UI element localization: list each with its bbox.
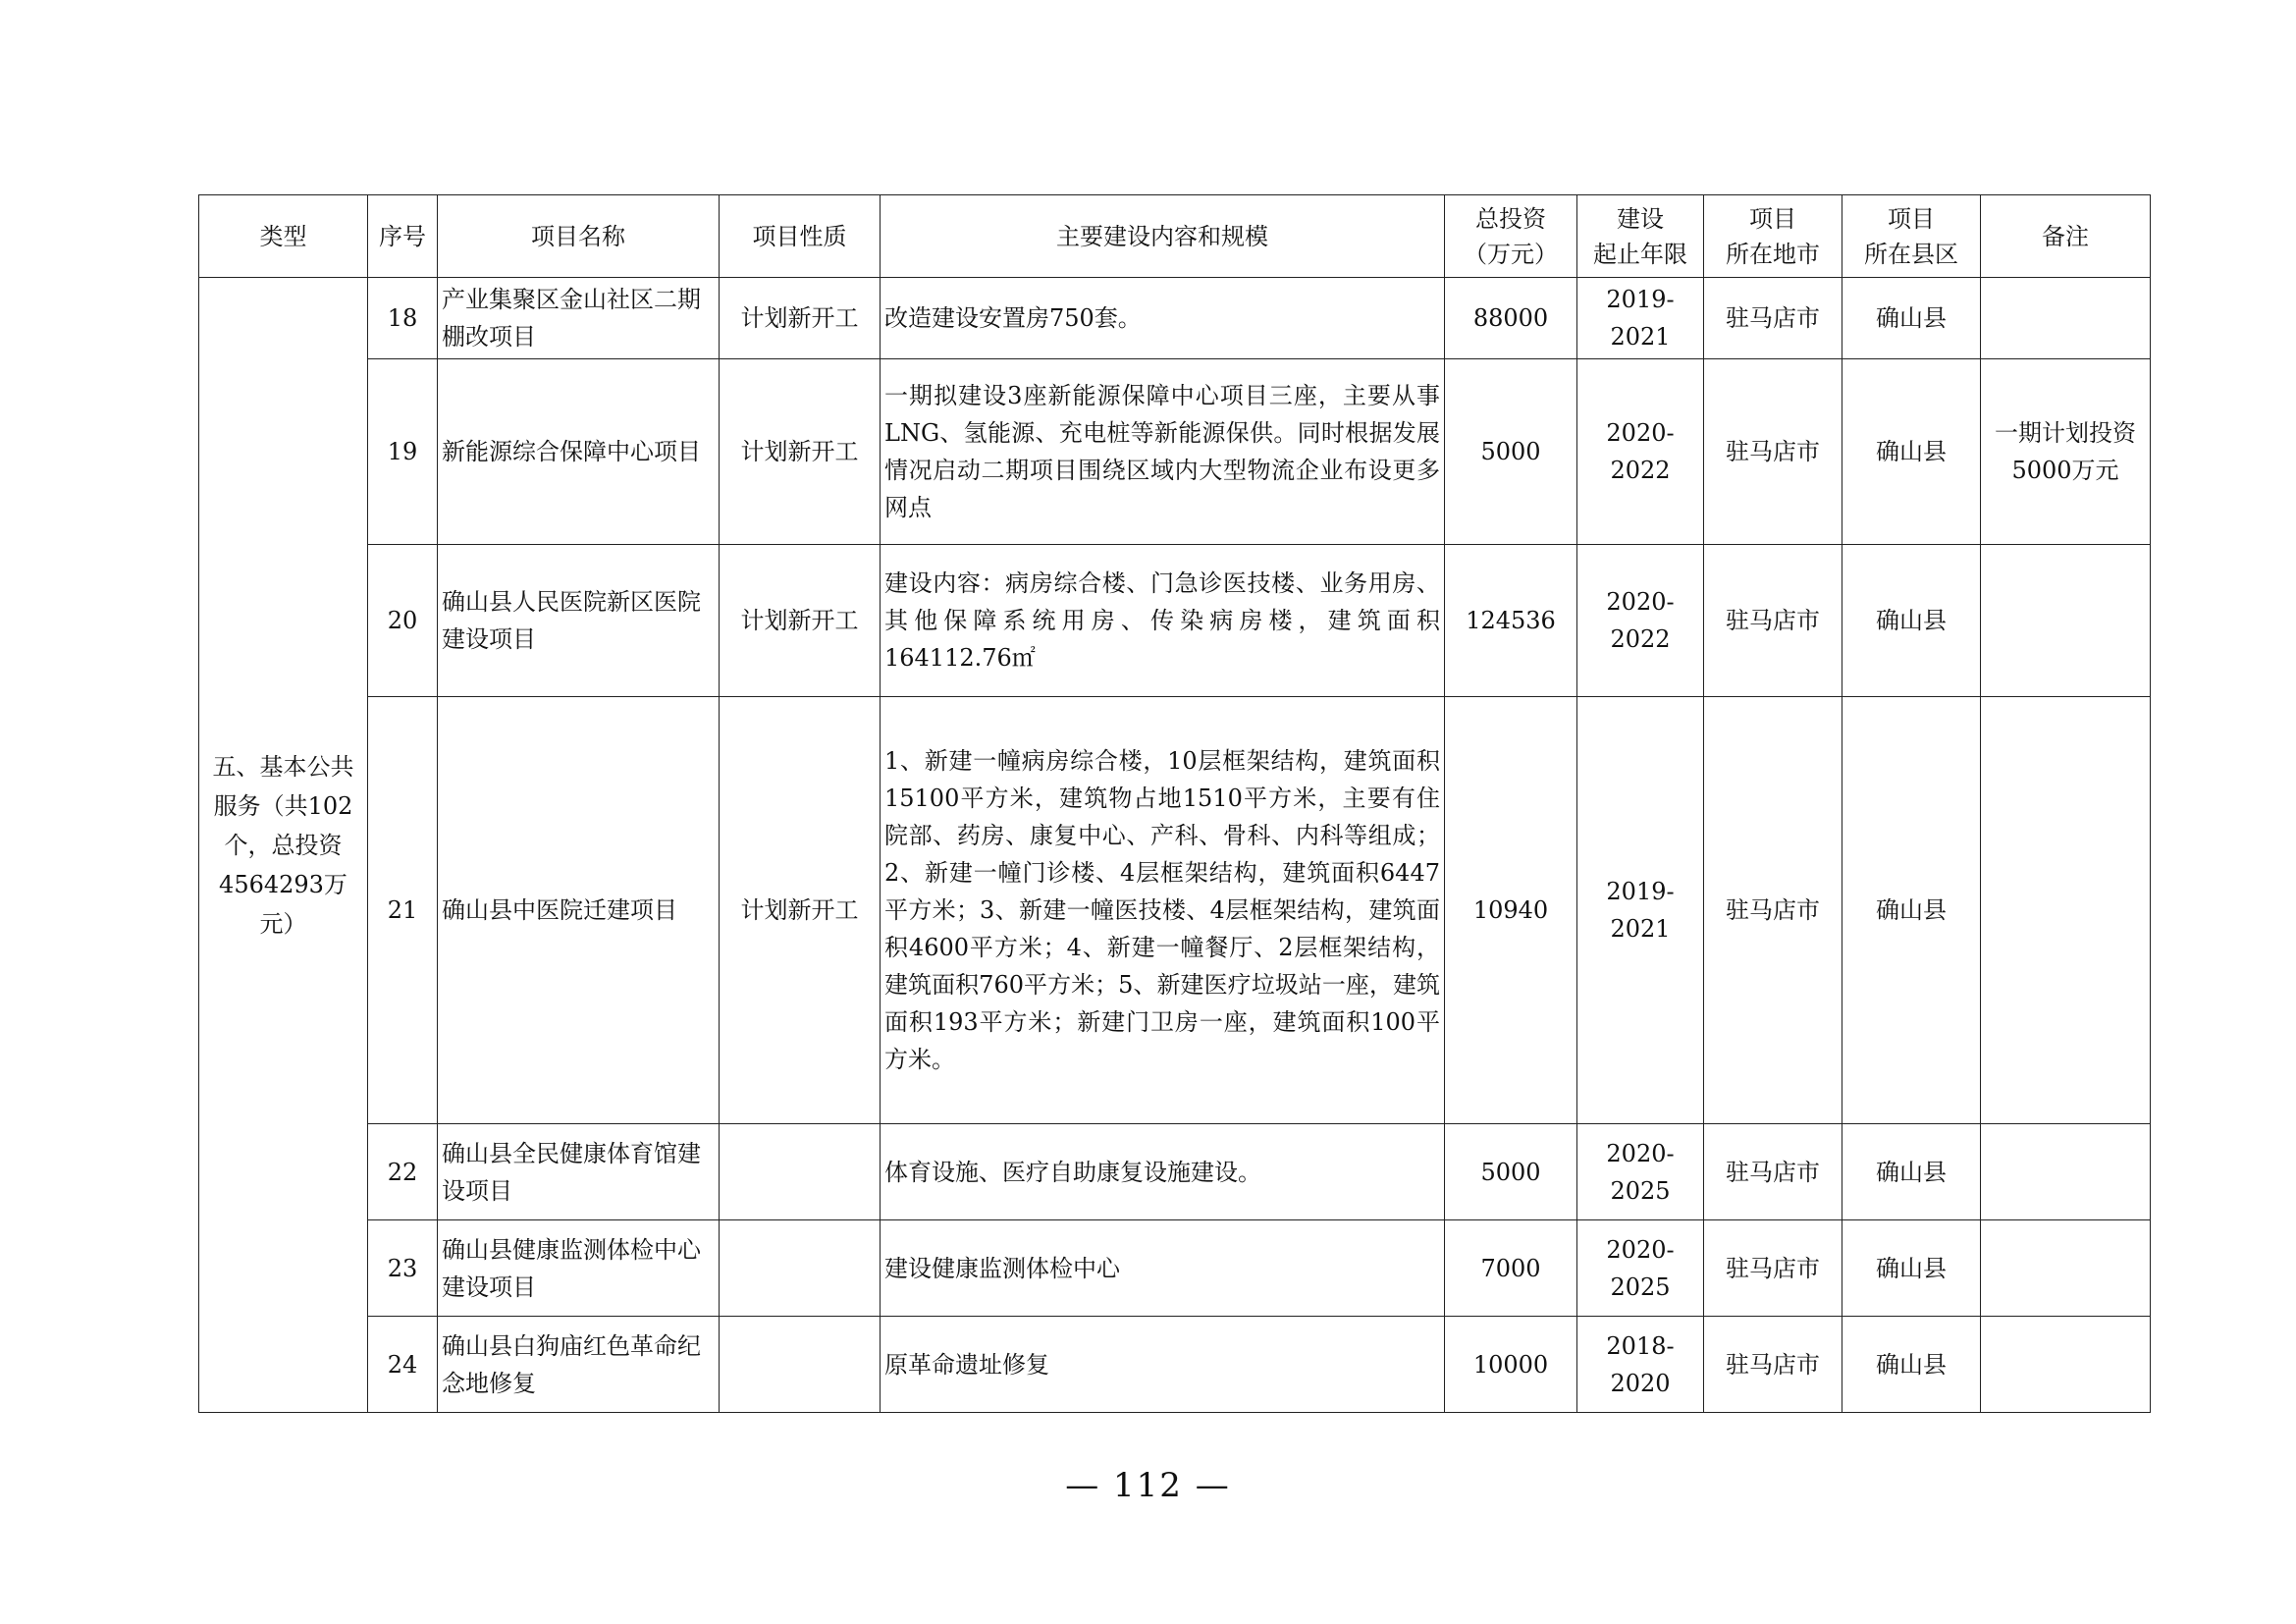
project-table-container [198,194,2150,1413]
row-investment: 88000 [1445,278,1577,359]
header-name: 项目名称 [438,195,720,278]
header-period-line1: 建设 [1617,204,1664,233]
row-remark [1981,1124,2151,1220]
row-investment: 5000 [1445,359,1577,545]
header-investment-line2: （万元） [1464,240,1558,268]
row-nature: 计划新开工 [720,697,881,1124]
row-remark [1981,1317,2151,1413]
row-name: 确山县健康监测体检中心建设项目 [438,1220,720,1317]
row-remark [1981,278,2151,359]
header-city [1704,195,1842,278]
row-city: 驻马店市 [1704,278,1842,359]
row-county: 确山县 [1842,545,1981,697]
row-seq: 19 [368,359,438,545]
row-county: 确山县 [1842,697,1981,1124]
row-investment: 124536 [1445,545,1577,697]
row-nature: 计划新开工 [720,359,881,545]
project-table [198,194,2151,1413]
row-content: 体育设施、医疗自助康复设施建设。 [881,1124,1445,1220]
header-county-line2: 所在县区 [1864,240,1958,268]
row-period: 2020-2025 [1577,1220,1704,1317]
row-content: 1、新建一幢病房综合楼，10层框架结构，建筑面积15100平方米，建筑物占地1510平方米，主要有住院部、药房、康复中心、产科、骨科、内科等组成；2、新建一幢门诊楼、4层框架结构，建筑面积6447平方米；3、新建一幢医技楼、4层框架结构，建筑面积4600平方米；4、新建一幢餐厅、2层框架结构，建筑面积760平方米；5、新建医疗垃圾站一座，建筑面积193平方米；新建门卫房一座，建筑面积100平方米。 [881,697,1445,1124]
header-county [1842,195,1981,278]
row-county: 确山县 [1842,1124,1981,1220]
row-period: 2019-2021 [1577,697,1704,1124]
category-cell: 五、基本公共服务（共102个，总投资4564293万元） [199,278,368,1413]
row-period: 2019-2021 [1577,278,1704,359]
row-city: 驻马店市 [1704,545,1842,697]
row-city: 驻马店市 [1704,359,1842,545]
header-investment-line1: 总投资 [1475,204,1546,233]
row-nature: 计划新开工 [720,278,881,359]
row-city: 驻马店市 [1704,1317,1842,1413]
row-nature [720,1220,881,1317]
row-content: 建设健康监测体检中心 [881,1220,1445,1317]
row-city: 驻马店市 [1704,1220,1842,1317]
row-content: 一期拟建设3座新能源保障中心项目三座，主要从事LNG、氢能源、充电桩等新能源保供。同时根据发展情况启动二期项目围绕区域内大型物流企业布设更多网点 [881,359,1445,545]
table-row [199,1317,2151,1413]
row-seq: 20 [368,545,438,697]
header-content: 主要建设内容和规模 [881,195,1445,278]
header-city-line2: 所在地市 [1726,240,1820,268]
row-city: 驻马店市 [1704,1124,1842,1220]
header-remark: 备注 [1981,195,2151,278]
header-period [1577,195,1704,278]
row-remark [1981,1220,2151,1317]
table-header-row [199,195,2151,278]
header-seq: 序号 [368,195,438,278]
row-seq: 22 [368,1124,438,1220]
table-row [199,697,2151,1124]
row-nature [720,1124,881,1220]
row-name: 确山县中医院迁建项目 [438,697,720,1124]
table-row [199,1220,2151,1317]
row-investment: 5000 [1445,1124,1577,1220]
row-period: 2020-2022 [1577,359,1704,545]
row-name: 确山县白狗庙红色革命纪念地修复 [438,1317,720,1413]
row-content: 改造建设安置房750套。 [881,278,1445,359]
row-name: 确山县人民医院新区医院建设项目 [438,545,720,697]
row-content: 建设内容：病房综合楼、门急诊医技楼、业务用房、其他保障系统用房、传染病房楼，建筑面积164112.76㎡ [881,545,1445,697]
row-period: 2020-2022 [1577,545,1704,697]
row-county: 确山县 [1842,1317,1981,1413]
row-name: 新能源综合保障中心项目 [438,359,720,545]
row-remark [1981,697,2151,1124]
row-county: 确山县 [1842,278,1981,359]
header-county-line1: 项目 [1888,204,1935,233]
row-remark: 一期计划投资5000万元 [1981,359,2151,545]
row-remark [1981,545,2151,697]
header-type: 类型 [199,195,368,278]
row-period: 2020-2025 [1577,1124,1704,1220]
header-city-line1: 项目 [1749,204,1796,233]
row-seq: 24 [368,1317,438,1413]
row-seq: 21 [368,697,438,1124]
page-number: — 112 — [1065,1466,1231,1505]
row-nature: 计划新开工 [720,545,881,697]
row-period: 2018-2020 [1577,1317,1704,1413]
header-nature: 项目性质 [720,195,881,278]
table-row [199,545,2151,697]
table-row [199,359,2151,545]
header-period-line2: 起止年限 [1593,240,1687,268]
row-city: 驻马店市 [1704,697,1842,1124]
row-county: 确山县 [1842,359,1981,545]
row-seq: 23 [368,1220,438,1317]
row-investment: 7000 [1445,1220,1577,1317]
row-investment: 10940 [1445,697,1577,1124]
row-name: 确山县全民健康体育馆建设项目 [438,1124,720,1220]
row-investment: 10000 [1445,1317,1577,1413]
table-row [199,1124,2151,1220]
row-name: 产业集聚区金山社区二期棚改项目 [438,278,720,359]
table-row [199,278,2151,359]
row-content: 原革命遗址修复 [881,1317,1445,1413]
row-seq: 18 [368,278,438,359]
row-nature [720,1317,881,1413]
row-county: 确山县 [1842,1220,1981,1317]
header-investment [1445,195,1577,278]
